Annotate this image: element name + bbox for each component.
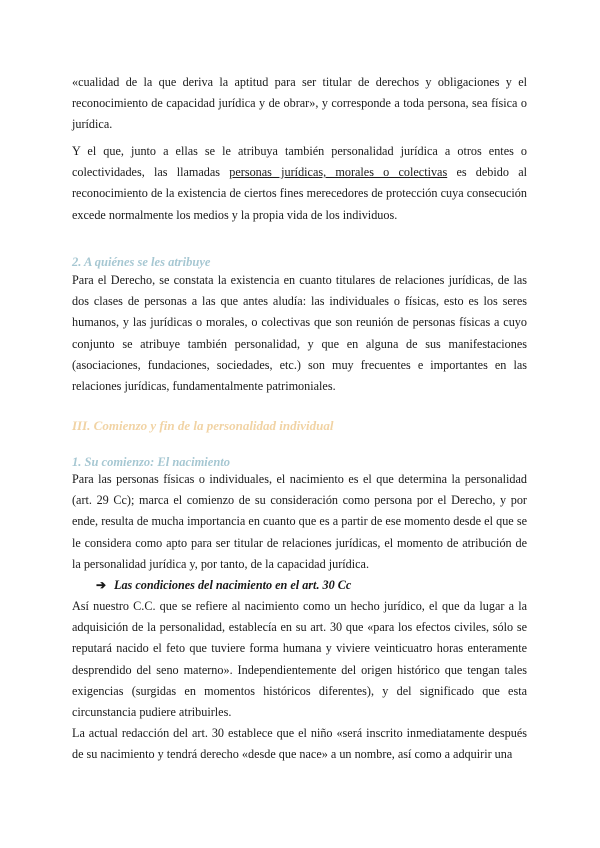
subheading-condiciones — [96, 576, 351, 594]
paragraph-legal-persons-before: Y el que, junto a ellas se le atribuya también personalidad jurídica a otros entes o colectividades, las llamadas — [72, 144, 527, 180]
heading-comienzo-fin: III. Comienzo y fin de la personalidad individual — [72, 418, 334, 433]
paragraph-derecho: Para el Derecho, se constata la existencia en cuanto titulares de relaciones jurídicas, de las dos clases de personas a las que antes aludía: las individuales o físicas, esto es los seres humanos, y las jurídicas o morales, o colectivas que son reunión de personas físicas a cuyo conjunto se atribuye también personalidad, y que en alguna de sus manifestaciones (asociaciones, fundaciones, sociedades, etc.) son muy frecuentes e importantes en las relaciones jurídicas, fundamentalmente patrimoniales. — [72, 273, 527, 394]
arrow-icon: ➔ — [96, 578, 107, 592]
subheading-text: Las condiciones del nacimiento en el art. 30 Cc — [114, 578, 352, 592]
paragraph-legal-persons-after: es debido al reconocimiento de la existencia de ciertos fines merecedores de protección cuya consecución excede normalmente los medios y la propia vida de los individuos. — [72, 165, 527, 222]
paragraph-redaccion: La actual redacción del art. 30 establece que el niño «será inscrito inmediatamente después de su nacimiento y tendrá derecho «desde que nace» a un nombre, así como a adquirir una — [72, 726, 527, 762]
heading-a-quienes: 2. A quiénes se les atribuye — [72, 255, 211, 269]
paragraph-art-30: Así nuestro C.C. que se refiere al nacimiento como un hecho jurídico, el que da lugar a la adquisición de la personalidad, establecía en su art. 30 que «para los efectos civiles, sólo se reputará nacido el feto que tuviere forma humana y viviere veinticuatro horas enteramente desprendido del seno materno». Independientemente del origen histórico que tengan tales exigencias (surgidas en momentos históricos diferentes), y del significado que esta circunstancia pudiere atribuirles. — [72, 599, 527, 720]
paragraph-definition: «cualidad de la que deriva la aptitud para ser titular de derechos y obligaciones y el reconocimiento de capacidad jurídica y de obrar», y corresponde a toda persona, sea física o jurídica. — [72, 75, 527, 132]
paragraph-legal-persons — [72, 141, 527, 226]
paragraph-nacimiento: Para las personas físicas o individuales, el nacimiento es el que determina la personalidad (art. 29 Cc); marca el comienzo de su consideración como persona por el Derecho, y por ende, resulta de mucha importancia en cuanto que es a partir de ese momento desde el que se le considera como apto para ser titular de relaciones jurídicas, el momento de atribución de la personalidad jurídica y, por tanto, de la capacidad jurídica. — [72, 472, 527, 571]
underlined-term: personas jurídicas, morales o colectivas — [229, 165, 448, 180]
heading-su-comienzo: 1. Su comienzo: El nacimiento — [72, 455, 231, 469]
